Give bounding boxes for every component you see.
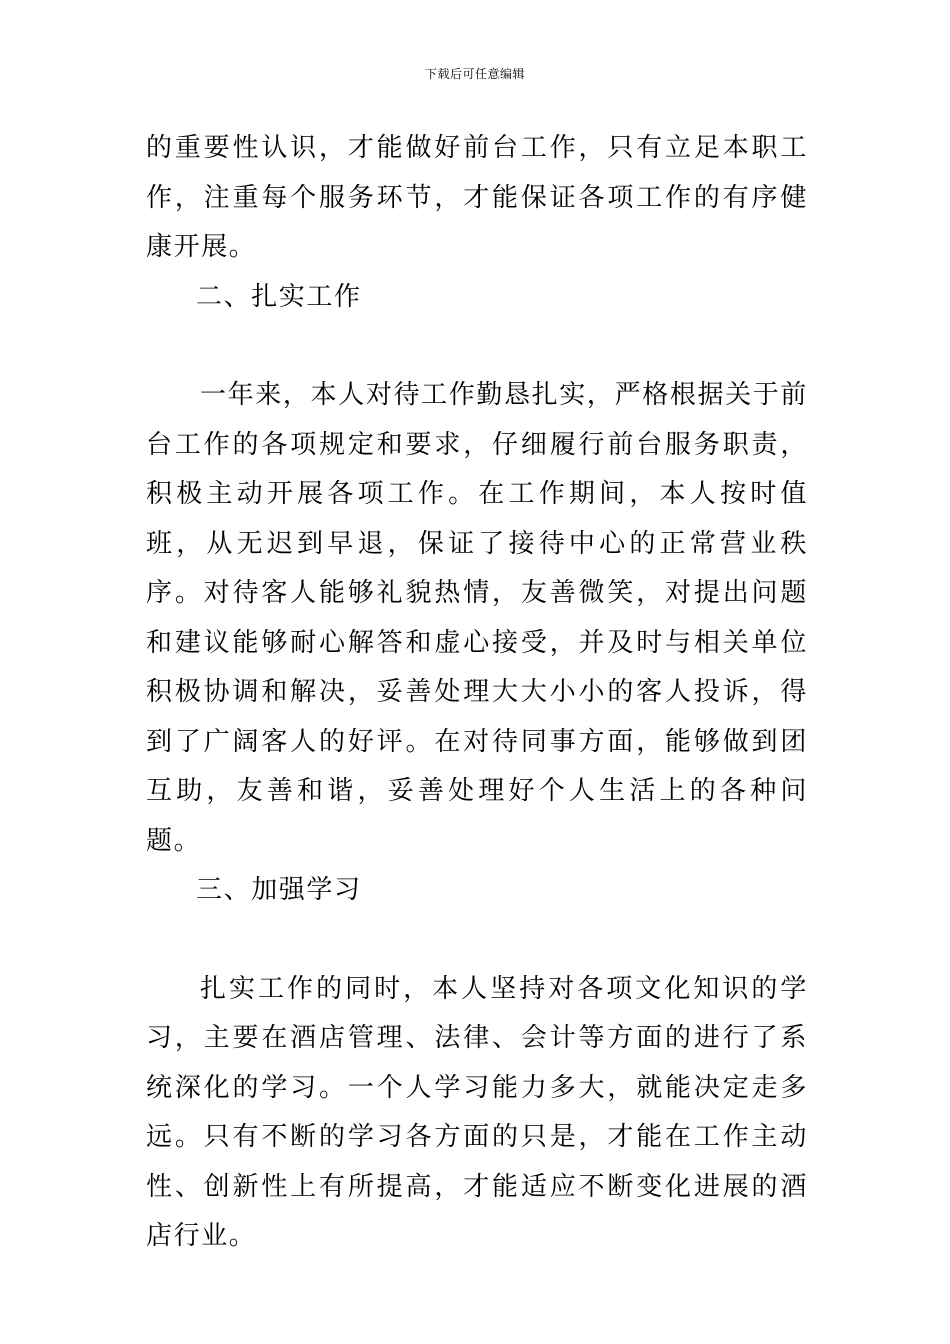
section-heading-3: 三、加强学习 <box>196 875 362 905</box>
document-body <box>146 124 808 1262</box>
page-header: 下载后可任意编辑 <box>424 67 525 81</box>
paragraph-intro: 的重要性认识，才能做好前台工作，只有立足本职工作，注重每个服务环节，才能保证各项工作的有序健康开展。 <box>146 133 808 262</box>
section-heading-2: 二、扎实工作 <box>196 281 362 312</box>
paragraph-learning: 扎实工作的同时，本人坚持对各项文化知识的学习，主要在酒店管理、法律、会计等方面的进行了系统深化的学习。一个人学习能力多大，就能决定走多远。只有不断的学习各方面的只是，才能在工作主动性、创新性上有所提高，才能适应不断变化进展的酒店行业。 <box>146 973 808 1251</box>
paragraph-solid-work: 一年来，本人对待工作勤恳扎实，严格根据关于前台工作的各项规定和要求，仔细履行前台服务职责，积极主动开展各项工作。在工作期间，本人按时值班，从无迟到早退，保证了接待中心的正常营业秩序。对待客人能够礼貌热情，友善微笑，对提出问题和建议能够耐心解答和虚心接受，并及时与相关单位积极协调和解决，妥善处理大大小小的客人投诉，得到了广阔客人的好评。在对待同事方面，能够做到团互助，友善和谐，妥善处理好个人生活上的各种问题。 <box>146 380 808 856</box>
